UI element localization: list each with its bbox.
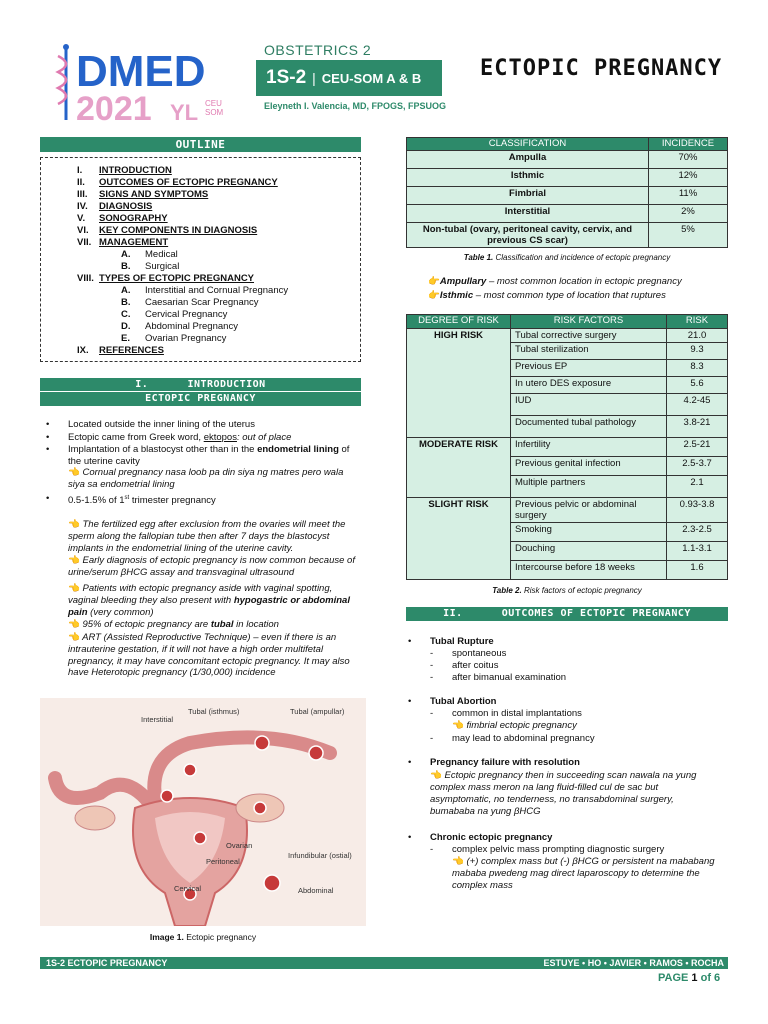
intro-note: 👈 Early diagnosis of ectopic pregnancy is now common because of urine/serum βHCG assay and transvaginal ultrasound	[68, 555, 355, 578]
table-header-cell: RISK FACTORS	[511, 315, 667, 329]
table-row: Fimbrial 11%	[407, 187, 728, 205]
label-peritoneal: Peritoneal	[206, 857, 240, 866]
table-row: IUD 4.2-45	[407, 394, 728, 416]
location-note: 👉Ampullary – most common location in ectopic pregnancy	[428, 276, 682, 287]
table-row: MODERATE RISK Infertility 2.5-21	[407, 438, 728, 457]
image-caption: Image 1. Ectopic pregnancy	[149, 932, 257, 942]
outline-link[interactable]: TYPES OF ECTOPIC PREGNANCY	[99, 273, 255, 284]
table-header-cell: INCIDENCE	[649, 138, 728, 151]
table-row: Non-tubal (ovary, peritoneal cavity, cervix, and previous CS scar) 5%	[407, 223, 728, 248]
footer-authors: ESTUYE • HO • JAVIER • RAMOS • ROCHA	[543, 958, 724, 968]
pointer-icon: 👈	[68, 467, 80, 478]
intro-bullet: • 0.5-1.5% of 1st trimester pregnancy	[46, 493, 216, 507]
risk-factors-table	[406, 314, 728, 580]
table-row: Interstitial 2%	[407, 205, 728, 223]
table-header-row	[407, 138, 728, 151]
pointer-icon: 👈	[68, 583, 80, 594]
outline-link[interactable]: KEY COMPONENTS IN DIAGNOSIS	[99, 225, 258, 236]
outcome-note: 👈 Ectopic pregnancy then in succeeding scan nawala na yung complex mass meron na lang fluid-filled cul de sac but asymptomatic, no tenderness, no transabdominal surgery, bumababa na yung βHCG	[430, 770, 697, 817]
author: Eleyneth I. Valencia, MD, FPOGS, FPSUOG	[264, 101, 447, 111]
table-row: Previous EP 8.3	[407, 360, 728, 377]
pointer-icon: 👈	[68, 519, 80, 530]
pointer-icon: 👈	[68, 619, 80, 630]
table-row: Ampulla 70%	[407, 151, 728, 169]
table-row: In utero DES exposure 5.6	[407, 377, 728, 394]
pointer-icon: 👉	[428, 276, 440, 287]
outcome-note: 👈 (+) complex mass but (-) βHCG or persistent na mababang mababa pwedeng mag direct laparoscopy to determine the complex mass	[452, 856, 715, 891]
outline-link[interactable]: SIGNS AND SYMPTOMS	[99, 189, 209, 200]
ectopic-pregnancy-image	[40, 698, 366, 926]
pointer-icon: 👈	[452, 856, 464, 867]
table-row: Documented tubal pathology 3.8-21	[407, 416, 728, 438]
table-row: Multiple partners 2.1	[407, 476, 728, 498]
table-row: HIGH RISK Tubal corrective surgery 21.0	[407, 329, 728, 343]
classification-table	[406, 137, 728, 248]
intro-heading	[40, 378, 361, 406]
table-header-cell: CLASSIFICATION	[407, 138, 649, 151]
outcome-abortion: • Tubal Abortion - common in distal implantations 👈 fimbrial ectopic pregnancy - may lead to abdominal pregnancy	[408, 696, 595, 744]
intro-heading-line: I. INTRODUCTION	[135, 379, 266, 390]
course-name: OBSTETRICS 2	[264, 42, 372, 58]
outline-link[interactable]: REFERENCES	[99, 345, 164, 356]
label-infundibular: Infundibular (ostial)	[288, 851, 352, 860]
outcomes-heading: II. OUTCOMES OF ECTOPIC PREGNANCY	[406, 607, 728, 621]
intro-note: 👈 95% of ectopic pregnancy are tubal in location	[68, 619, 279, 630]
label-abdominal: Abdominal	[298, 886, 334, 895]
label-interstitial: Interstitial	[141, 715, 174, 724]
table-row: Previous genital infection 2.5-3.7	[407, 457, 728, 476]
logo-ceu-text: CEU	[205, 99, 222, 108]
intro-note: 👈 Patients with ectopic pregnancy aside with vaginal spotting, vaginal bleeding they also present with hypogastric or abdominal pain (very common)	[68, 583, 350, 618]
table-header-cell: RISK	[667, 315, 728, 329]
code-separator: |	[312, 70, 316, 86]
label-ovarian: Ovarian	[226, 841, 253, 850]
footer-left-text: 1S-2 ECTOPIC PREGNANCY	[46, 958, 168, 968]
intro-note: 👈 ART (Assisted Reproductive Technique) – even if there is an intrauterine gestation, if it will not have a high order multifetal pregnancy, it may have concomitant ectopic pregnancy. It may also have Heterotopic pregnancy (1/30,000) incidence	[68, 632, 350, 679]
outline-link[interactable]: MANAGEMENT	[99, 237, 169, 248]
table1-caption: Table 1. Classification and incidence of ectopic pregnancy	[463, 253, 671, 262]
table-header-row	[407, 315, 728, 329]
pointer-icon: 👈	[68, 632, 80, 643]
caduceus-icon	[58, 44, 69, 120]
outcome-failure: • Pregnancy failure with resolution 👈 Ectopic pregnancy then in succeeding scan nawala na yung complex mass meron na lang fluid-filled cul de sac but asymptomatic, no tenderness, no transabdominal surgery, bumababa na yung βHCG	[406, 757, 728, 817]
outline-link[interactable]: DIAGNOSIS	[99, 201, 153, 212]
outline-link[interactable]: INTRODUCTION	[99, 165, 172, 176]
dmed-logo	[50, 42, 230, 124]
label-ampullar: Tubal (ampullar)	[290, 707, 345, 716]
intro-note: 👈 The fertilized egg after exclusion from the ovaries will meet the sperm along the fallopian tube then after 7 days the blastocyst implants in the endometrial lining of the uterine cavity.	[68, 519, 346, 554]
page-number: PAGE 1 of 6	[658, 972, 721, 984]
pointer-icon: 👈	[68, 555, 80, 566]
table-row: Douching 1.1-3.1	[407, 542, 728, 561]
outline-heading: OUTLINE	[40, 137, 361, 152]
intro-bullet: • Ectopic came from Greek word, ektopos: out of place	[46, 432, 292, 443]
outcome-rupture: • Tubal Rupture - spontaneous - after coitus - after bimanual examination	[408, 636, 567, 683]
logo-yl-text: YL	[170, 100, 199, 124]
logo-dmed-text: DMED	[76, 47, 206, 96]
table-row: Isthmic 12%	[407, 169, 728, 187]
document-title: ECTOPIC PREGNANCY	[480, 56, 723, 81]
table-header-cell: DEGREE OF RISK	[407, 315, 511, 329]
intro-bullet: • Implantation of a blastocyst other than in the endometrial lining of the uterine cavity 👈 Cornual pregnancy nasa loob pa din siya ng matres pero wala siya sa endometrial lining	[46, 444, 350, 490]
pointer-icon: 👉	[428, 290, 440, 301]
outline-link[interactable]: SONOGRAPHY	[99, 213, 168, 224]
outcome-chronic: • Chronic ectopic pregnancy - complex pelvic mass prompting diagnostic surgery 👈 (+) complex mass but (-) βHCG or persistent na mababang mababa pwedeng mag direct laparoscopy to determine the complex mass	[406, 832, 728, 892]
location-note: 👉Isthmic – most common type of location that ruptures	[428, 290, 666, 301]
outline-link[interactable]: OUTCOMES OF ECTOPIC PREGNANCY	[99, 177, 278, 188]
logo-som-text: SOM	[205, 108, 224, 117]
footer-bar	[40, 957, 728, 969]
school-name: CEU-SOM A & B	[321, 70, 422, 86]
pointer-icon: 👈	[452, 720, 464, 731]
pointer-icon: 👈	[430, 770, 442, 781]
intro-bullet: • Located outside the inner lining of the uterus	[46, 419, 255, 430]
table-row: Intercourse before 18 weeks 1.6	[407, 561, 728, 580]
course-code: 1S-2	[266, 67, 307, 88]
table2-caption: Table 2. Risk factors of ectopic pregnancy	[492, 586, 642, 595]
label-cervical: Cervical	[174, 884, 202, 893]
intro-subheading: ECTOPIC PREGNANCY	[40, 391, 361, 405]
table-row: Tubal sterilization 9.3	[407, 343, 728, 360]
logo-year-text: 2021	[76, 90, 152, 124]
outline-box: I. INTRODUCTION II. OUTCOMES OF ECTOPIC PREGNANCY III. SIGNS AND SYMPTOMS IV. DIAGNOSIS V. SONOGRAPHY VI. KEY COMPONENTS IN DIAGNOSIS VII. MANAGEMENT A. Medical B. Surgical VIII. TYPES OF ECTOPIC PREGNANCY A. Interstitial and Cornual Pregnancy B. Caesarian Scar Pregnancy C. Cervical Pregnancy D. Abdominal Pregnancy E. Ovarian Pregnancy IX. REFERENCES	[40, 157, 361, 362]
course-code-bar	[256, 60, 442, 96]
label-isthmus: Tubal (isthmus)	[188, 707, 240, 716]
table-row: SLIGHT RISK Previous pelvic or abdominal surgery 0.93-3.8	[407, 498, 728, 523]
table-row: Smoking 2.3-2.5	[407, 523, 728, 542]
